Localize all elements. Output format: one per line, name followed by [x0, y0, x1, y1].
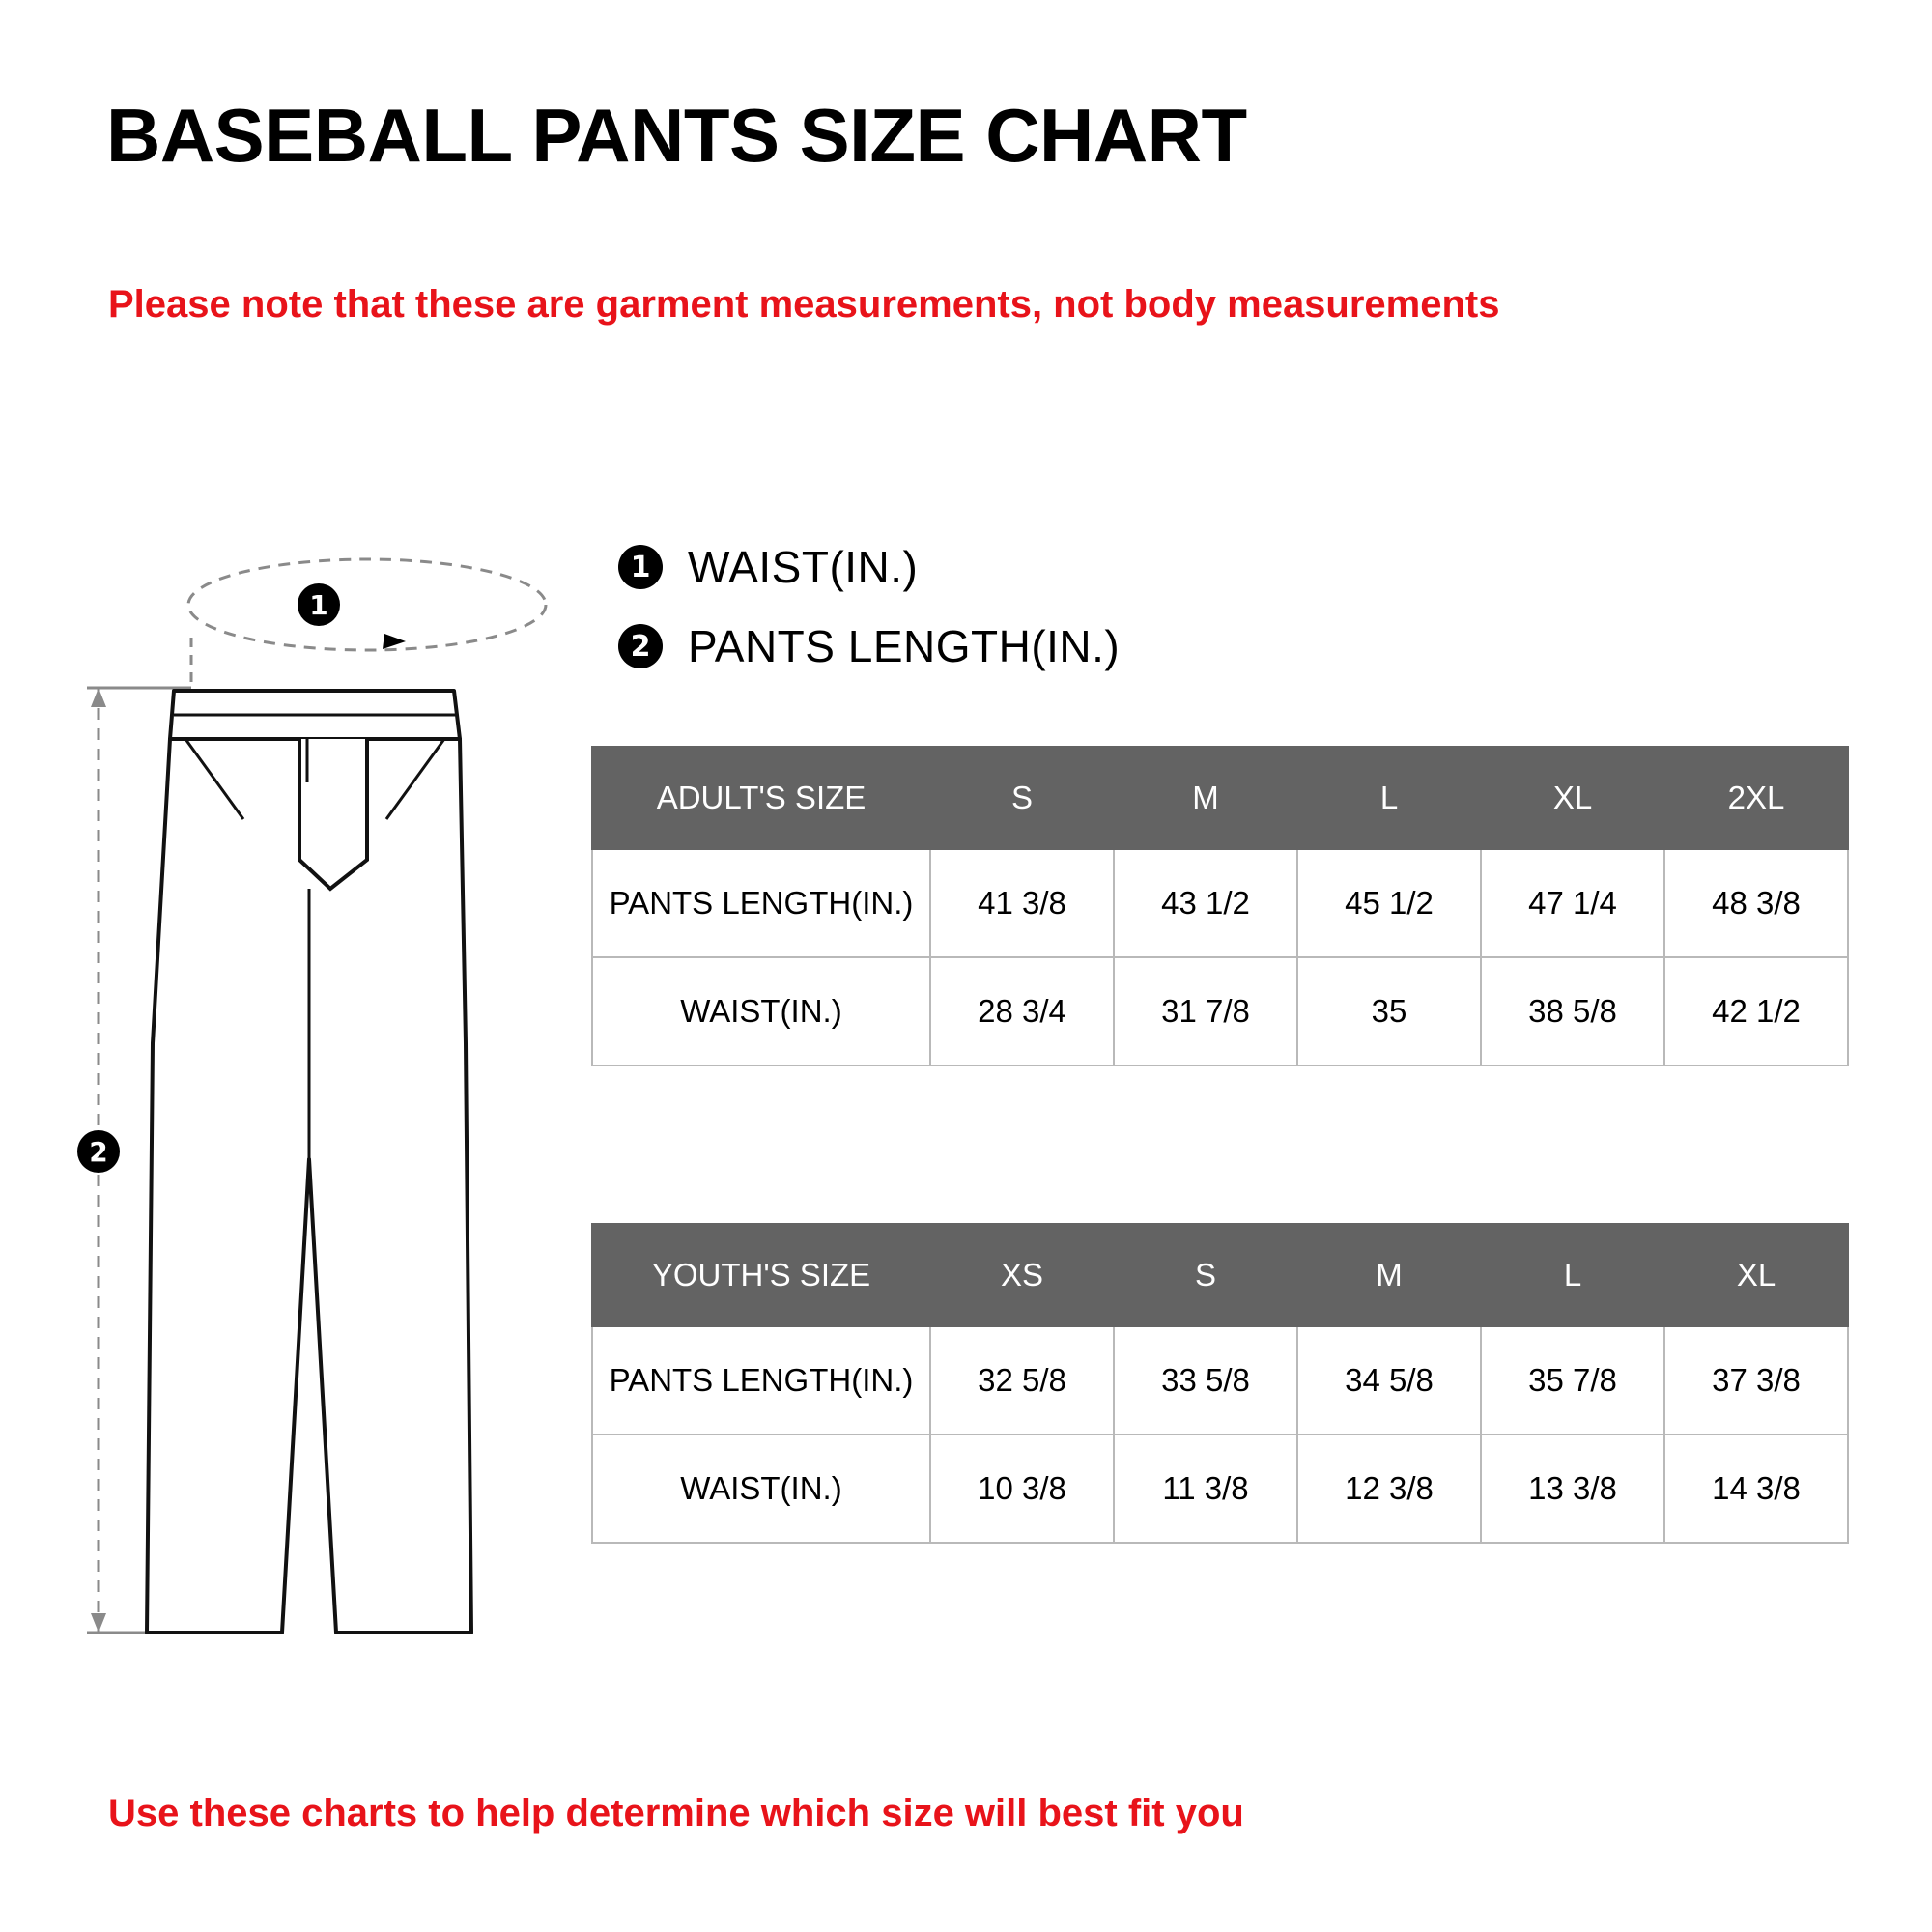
- adult-col-s: S: [930, 747, 1114, 849]
- adult-pants-length-xl: 47 1/4: [1481, 849, 1664, 957]
- number-badge-2-icon: 2: [618, 624, 663, 668]
- youth-row-label-waist: WAIST(IN.): [592, 1435, 930, 1543]
- youth-col-s: S: [1114, 1224, 1297, 1326]
- adult-col-xl: XL: [1481, 747, 1664, 849]
- youth-waist-s: 11 3/8: [1114, 1435, 1297, 1543]
- youth-size-table: [591, 1223, 1849, 1544]
- footer-note: Use these charts to help determine which size will best fit you: [108, 1792, 1244, 1834]
- table-row: [592, 849, 1848, 957]
- legend-item-pants-length: [618, 620, 1488, 672]
- adult-waist-m: 31 7/8: [1114, 957, 1297, 1065]
- table-row: [592, 1326, 1848, 1435]
- youth-waist-l: 13 3/8: [1481, 1435, 1664, 1543]
- adult-size-header: ADULT'S SIZE: [592, 747, 930, 849]
- number-badge-1-icon: 1: [618, 545, 663, 589]
- youth-pants-length-xs: 32 5/8: [930, 1326, 1114, 1435]
- adult-pants-length-2xl: 48 3/8: [1664, 849, 1848, 957]
- adult-pants-length-m: 43 1/2: [1114, 849, 1297, 957]
- legend-item-waist: [618, 541, 1488, 593]
- page-title: BASEBALL PANTS SIZE CHART: [106, 93, 1247, 178]
- legend-label-waist: WAIST(IN.): [688, 542, 919, 592]
- youth-row-label-pants-length: PANTS LENGTH(IN.): [592, 1326, 930, 1435]
- adult-waist-xl: 38 5/8: [1481, 957, 1664, 1065]
- adult-waist-l: 35: [1297, 957, 1481, 1065]
- youth-pants-length-l: 35 7/8: [1481, 1326, 1664, 1435]
- youth-pants-length-m: 34 5/8: [1297, 1326, 1481, 1435]
- youth-col-xs: XS: [930, 1224, 1114, 1326]
- youth-col-m: M: [1297, 1224, 1481, 1326]
- adult-waist-2xl: 42 1/2: [1664, 957, 1848, 1065]
- youth-pants-length-xl: 37 3/8: [1664, 1326, 1848, 1435]
- adult-col-2xl: 2XL: [1664, 747, 1848, 849]
- adult-size-table: [591, 746, 1849, 1066]
- pants-diagram: [77, 541, 580, 1662]
- adult-pants-length-l: 45 1/2: [1297, 849, 1481, 957]
- diagram-badge-length: 2: [77, 1130, 120, 1173]
- measurement-legend: [618, 541, 1488, 699]
- pants-illustration-icon: [77, 541, 580, 1662]
- adult-waist-s: 28 3/4: [930, 957, 1114, 1065]
- table-row: [592, 957, 1848, 1065]
- adult-col-m: M: [1114, 747, 1297, 849]
- table-header-row: [592, 747, 1848, 849]
- youth-col-l: L: [1481, 1224, 1664, 1326]
- youth-size-header: YOUTH'S SIZE: [592, 1224, 930, 1326]
- adult-row-label-pants-length: PANTS LENGTH(IN.): [592, 849, 930, 957]
- adult-pants-length-s: 41 3/8: [930, 849, 1114, 957]
- adult-col-l: L: [1297, 747, 1481, 849]
- diagram-badge-waist: 1: [298, 583, 340, 626]
- youth-waist-xl: 14 3/8: [1664, 1435, 1848, 1543]
- youth-col-xl: XL: [1664, 1224, 1848, 1326]
- garment-measurement-note: Please note that these are garment measurements, not body measurements: [108, 283, 1500, 326]
- youth-pants-length-s: 33 5/8: [1114, 1326, 1297, 1435]
- legend-label-pants-length: PANTS LENGTH(IN.): [688, 621, 1121, 671]
- youth-waist-m: 12 3/8: [1297, 1435, 1481, 1543]
- table-row: [592, 1435, 1848, 1543]
- youth-waist-xs: 10 3/8: [930, 1435, 1114, 1543]
- table-header-row: [592, 1224, 1848, 1326]
- adult-row-label-waist: WAIST(IN.): [592, 957, 930, 1065]
